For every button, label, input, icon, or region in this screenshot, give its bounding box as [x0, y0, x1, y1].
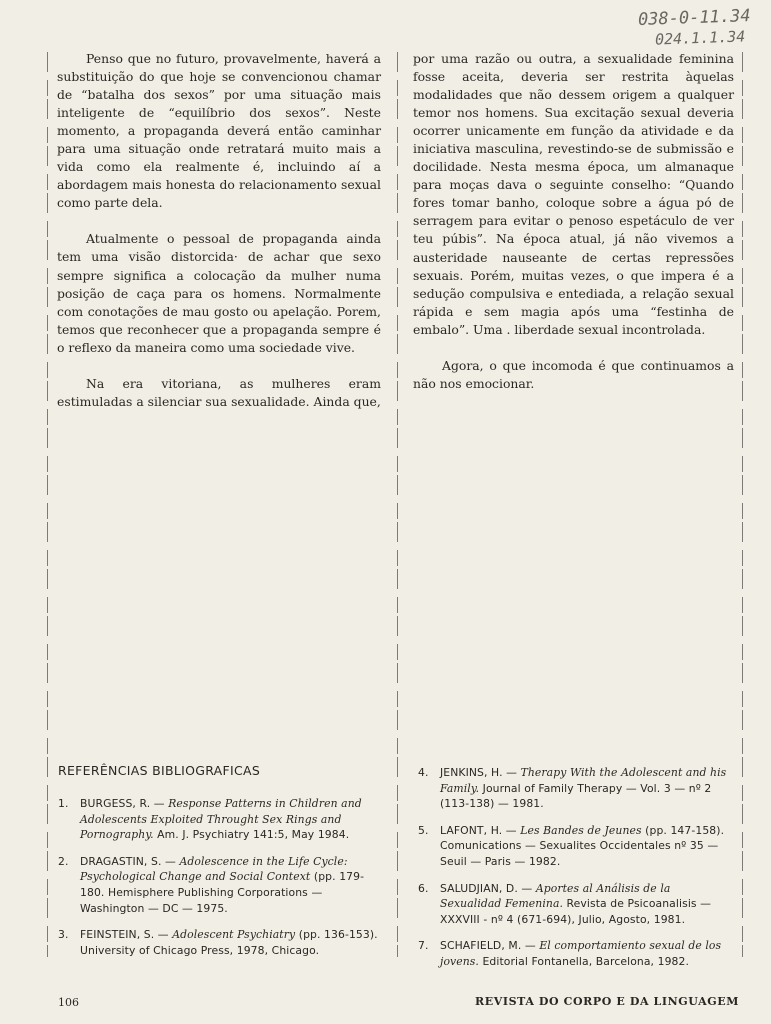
reference-details: Revista de Psicoanalisis — XXXVIII - nº 4 (671-694), Julio, Agosto, 1981. — [440, 897, 712, 926]
reference-number: 7. — [418, 939, 429, 953]
paragraph: Atualmente o pessoal de propaganda ainda tem uma visão distorcida· de achar que sexo sempre significa a colocação da mulher numa posição de caça para os homens. Normalmente com conotações de mau gosto ou apelação. Porem, temos que reconhecer que a propaganda sempre é o reflexo da maneira como uma sociedade vive. — [57, 231, 381, 355]
reference-details: Am. J. Psychiatry 141:5, May 1984. — [153, 828, 350, 842]
reference-number: 4. — [418, 766, 429, 779]
reference-item — [418, 823, 733, 870]
reference-details: Editorial Fontanella, Barcelona, 1982. — [478, 954, 690, 968]
handwritten-code-1: 038-0-11.34 — [638, 6, 752, 30]
reference-author: LAFONT, H. — — [440, 823, 521, 837]
paragraph: Penso que no futuro, provavelmente, haverá a substituição do que hoje se convencionou chamar de “batalha dos sexos” por uma situação mais inteligente de “equilíbrio dos sexos”. Neste momento, a propaganda deverá então caminhar para uma situação onde retratará muito mais a vida como ela realmente é, incluindo aí a abordagem mais honesta do relacionamento sexual como parte dela. — [57, 51, 381, 211]
paragraph: por uma razão ou outra, a sexualidade feminina fosse aceita, deveria ser restrita àquelas modalidades que não dessem origem a qualquer temor nos homens. Sua excitação sexual deveria ocorrer unicamente em função da atividade e da iniciativa masculina, revestindo-se de submissão e docilidade. Nesta mesma época, um almanaque para moças dava o seguinte conselho: “Quando fores tomar banho, coloque sobre a água pó de serragem para evitar o penoso espetáculo de ver teu púbis”. Na época atual, já não vivemos a austeridade nauseante de certas repressões sexuais. Porém, muitas vezes, o que impera é a sedução compulsiva e entediada, a relação sexual rápida e sem magia após uma “festinha de embalo”. Uma . liberdade sexual incontrolada. — [413, 51, 734, 337]
reference-details: (pp. 179-180. Hemisphere Publishing Corporations — Washington — DC — 1975. — [80, 870, 365, 915]
references-right-list — [418, 765, 733, 981]
reference-author: SALUDJIAN, D. — — [440, 881, 536, 895]
reference-author: BURGESS, R. — — [80, 797, 169, 810]
left-text-column — [57, 50, 381, 429]
right-text-column — [413, 50, 734, 411]
references-left-list — [58, 796, 379, 969]
reference-details: (pp. 136-153). University of Chicago Press, 1978, Chicago. — [80, 928, 378, 957]
reference-author: DRAGASTIN, S. — — [80, 854, 180, 868]
reference-title: Les Bandes de Jeunes — [520, 823, 642, 837]
reference-item — [418, 765, 733, 812]
reference-author: FEINSTEIN, S. — — [80, 928, 173, 942]
reference-title: Aportes al Análisis de la Sexualidad Femenina. — [440, 881, 671, 911]
paragraph: Agora, o que incomoda é que continuamos a não nos emocionar. — [413, 357, 734, 391]
reference-item — [418, 938, 733, 969]
reference-item — [418, 881, 733, 928]
reference-number: 3. — [58, 928, 69, 942]
reference-item — [58, 796, 379, 843]
left-margin-rule — [47, 52, 48, 957]
center-column-rule — [397, 52, 398, 957]
page-number: 106 — [58, 996, 79, 1009]
handwritten-code-2: 024.1.1.34 — [654, 27, 746, 49]
reference-title: Therapy With the Adolescent and his Family. — [440, 766, 727, 795]
reference-author: JENKINS, H. — — [440, 766, 521, 779]
reference-author: SCHAFIELD, M. — — [440, 939, 540, 953]
reference-title: Adolescence in the Life Cycle: Psychological Change and Social Context — [80, 854, 348, 884]
reference-number: 6. — [418, 881, 429, 895]
reference-title: Response Patterns in Children and Adolescents Exploited Throught Sex Rings and Pornography. — [80, 797, 362, 842]
journal-name: REVISTA DO CORPO E DA LINGUAGEM — [475, 995, 739, 1008]
reference-title: El comportamiento sexual de los jovens. — [440, 939, 722, 968]
reference-title: Adolescent Psychiatry — [172, 928, 296, 942]
references-heading: REFERÊNCIAS BIBLIOGRAFICAS — [58, 763, 261, 778]
reference-item — [58, 854, 379, 916]
reference-number: 1. — [58, 797, 69, 810]
reference-number: 5. — [418, 823, 429, 837]
reference-details: Journal of Family Therapy — Vol. 3 — nº 2 (113-138) — 1981. — [440, 781, 712, 811]
reference-item — [58, 927, 379, 958]
paragraph: Na era vitoriana, as mulheres eram estimuladas a silenciar sua sexualidade. Ainda que, — [57, 375, 381, 409]
reference-details: (pp. 147-158). Comunications — Sexualites Occidentales nº 35 — Seuil — Paris — 1982. — [440, 823, 725, 868]
reference-number: 2. — [58, 854, 69, 868]
right-margin-rule — [742, 52, 743, 957]
